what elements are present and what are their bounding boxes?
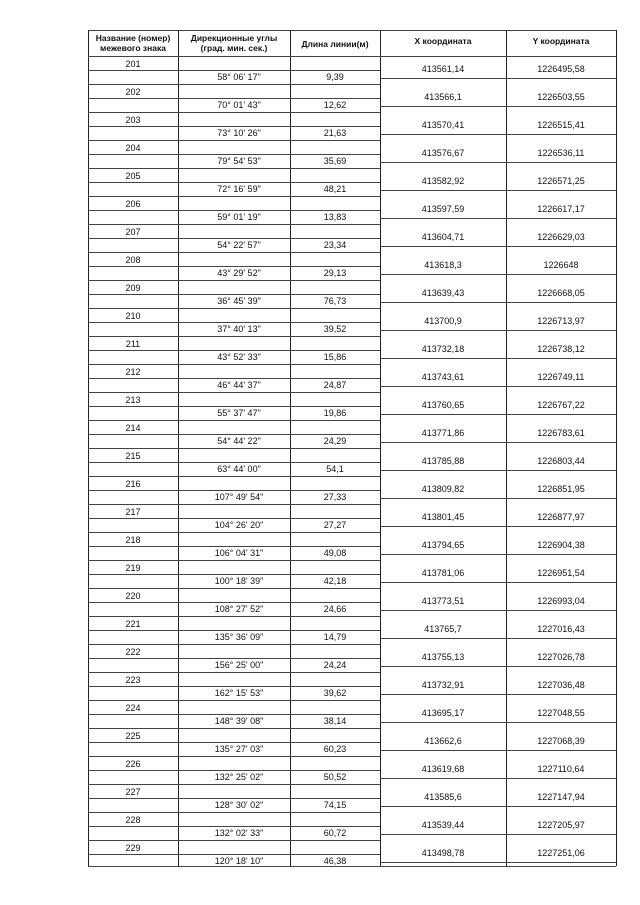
row-rule bbox=[380, 694, 616, 695]
row-rule bbox=[380, 246, 616, 247]
header-x: X координата bbox=[414, 36, 472, 46]
direction-angle: 106° 04' 31" bbox=[214, 548, 264, 558]
y-coordinate: 1227036,48 bbox=[537, 680, 585, 690]
x-coordinate: 413732,18 bbox=[421, 344, 465, 354]
row-rule bbox=[88, 532, 380, 533]
line-length: 60,72 bbox=[323, 828, 347, 838]
row-rule bbox=[88, 658, 380, 659]
row-rule bbox=[380, 78, 616, 79]
row-rule bbox=[380, 386, 616, 387]
point-name: 222 bbox=[125, 647, 141, 657]
point-name: 214 bbox=[125, 423, 141, 433]
line-length: 24,87 bbox=[323, 380, 347, 390]
row-rule bbox=[88, 644, 380, 645]
y-coordinate: 1226738,12 bbox=[537, 344, 585, 354]
line-length: 27,27 bbox=[323, 520, 347, 530]
line-length: 12,62 bbox=[323, 100, 347, 110]
row-rule bbox=[380, 218, 616, 219]
header-angle bbox=[178, 33, 290, 53]
x-coordinate: 413604,71 bbox=[421, 232, 465, 242]
line-length: 24,24 bbox=[323, 660, 347, 670]
line-length: 27,33 bbox=[323, 492, 347, 502]
point-name: 209 bbox=[125, 283, 141, 293]
direction-angle: 37° 40' 13" bbox=[217, 324, 261, 334]
row-rule bbox=[380, 414, 616, 415]
line-length: 48,21 bbox=[323, 184, 347, 194]
row-rule bbox=[88, 112, 380, 113]
row-rule bbox=[88, 140, 380, 141]
line-length: 24,66 bbox=[323, 604, 347, 614]
row-rule bbox=[88, 798, 380, 799]
direction-angle: 54° 44' 22" bbox=[217, 436, 261, 446]
x-coordinate: 413801,45 bbox=[421, 512, 465, 522]
direction-angle: 104° 26' 20" bbox=[214, 520, 264, 530]
y-coordinate: 1227251,06 bbox=[537, 848, 585, 858]
y-coordinate: 1227110,64 bbox=[537, 764, 585, 774]
point-name: 226 bbox=[125, 759, 141, 769]
column-rule bbox=[616, 30, 617, 866]
direction-angle: 46° 44' 37" bbox=[217, 380, 261, 390]
point-name: 207 bbox=[125, 227, 141, 237]
direction-angle: 132° 25' 02" bbox=[214, 772, 264, 782]
point-name: 227 bbox=[125, 787, 141, 797]
row-rule bbox=[88, 476, 380, 477]
line-length: 39,52 bbox=[323, 324, 347, 334]
row-rule bbox=[88, 840, 380, 841]
x-coordinate: 413576,67 bbox=[421, 148, 465, 158]
x-coordinate: 413618,3 bbox=[424, 260, 462, 270]
row-rule bbox=[88, 84, 380, 85]
row-rule bbox=[88, 588, 380, 589]
point-name: 201 bbox=[125, 59, 141, 69]
y-coordinate: 1226503,55 bbox=[537, 92, 585, 102]
row-rule bbox=[380, 302, 616, 303]
y-coordinate: 1226629,03 bbox=[537, 232, 585, 242]
direction-angle: 70° 01' 43" bbox=[217, 100, 261, 110]
y-coordinate: 1226783,61 bbox=[537, 428, 585, 438]
row-rule bbox=[380, 358, 616, 359]
direction-angle: 63° 44' 00" bbox=[217, 464, 261, 474]
x-coordinate: 413639,43 bbox=[421, 288, 465, 298]
row-rule bbox=[88, 350, 380, 351]
direction-angle: 43° 29' 52" bbox=[217, 268, 261, 278]
point-name: 218 bbox=[125, 535, 141, 545]
point-name: 206 bbox=[125, 199, 141, 209]
line-length: 29,13 bbox=[323, 268, 347, 278]
x-coordinate: 413765,7 bbox=[424, 624, 462, 634]
row-rule bbox=[380, 526, 616, 527]
row-rule bbox=[88, 728, 380, 729]
y-coordinate: 1227026,78 bbox=[537, 652, 585, 662]
row-rule bbox=[88, 672, 380, 673]
row-rule bbox=[380, 834, 616, 835]
y-coordinate: 1226904,38 bbox=[537, 540, 585, 550]
row-rule bbox=[88, 630, 380, 631]
row-rule bbox=[88, 364, 380, 365]
row-rule bbox=[88, 490, 380, 491]
y-coordinate: 1226617,17 bbox=[537, 204, 585, 214]
row-rule bbox=[88, 182, 380, 183]
point-name: 211 bbox=[125, 339, 141, 349]
row-rule bbox=[88, 700, 380, 701]
direction-angle: 128° 30' 02" bbox=[214, 800, 264, 810]
y-coordinate: 1226803,44 bbox=[537, 456, 585, 466]
row-rule bbox=[88, 224, 380, 225]
row-rule bbox=[88, 812, 380, 813]
point-name: 225 bbox=[125, 731, 141, 741]
x-coordinate: 413700,9 bbox=[424, 316, 462, 326]
row-rule bbox=[88, 322, 380, 323]
row-rule bbox=[88, 770, 380, 771]
row-rule bbox=[88, 462, 380, 463]
point-name: 208 bbox=[125, 255, 141, 265]
line-length: 76,73 bbox=[323, 296, 347, 306]
row-rule bbox=[380, 666, 616, 667]
row-rule bbox=[88, 504, 380, 505]
line-length: 14,79 bbox=[323, 632, 347, 642]
row-rule bbox=[380, 722, 616, 723]
line-length: 23,34 bbox=[323, 240, 347, 250]
y-coordinate: 1226648 bbox=[543, 260, 579, 270]
row-rule bbox=[88, 238, 380, 239]
row-rule bbox=[380, 498, 616, 499]
point-name: 217 bbox=[125, 507, 141, 517]
y-coordinate: 1227016,43 bbox=[537, 624, 585, 634]
y-coordinate: 1226767,22 bbox=[537, 400, 585, 410]
header-name-line1: Название (номер) bbox=[95, 33, 171, 43]
point-name: 221 bbox=[125, 619, 141, 629]
point-name: 228 bbox=[125, 815, 141, 825]
y-coordinate: 1227147,94 bbox=[537, 792, 585, 802]
header-angle-line1: Дирекционные углы bbox=[190, 33, 278, 43]
line-length: 21,63 bbox=[323, 128, 347, 138]
row-rule bbox=[88, 336, 380, 337]
header-bottom-rule bbox=[88, 56, 616, 57]
direction-angle: 36° 45' 39" bbox=[217, 296, 261, 306]
row-rule bbox=[88, 616, 380, 617]
row-rule bbox=[88, 294, 380, 295]
x-coordinate: 413732,91 bbox=[421, 680, 465, 690]
row-rule bbox=[380, 330, 616, 331]
point-name: 216 bbox=[125, 479, 141, 489]
x-coordinate: 413743,61 bbox=[421, 372, 465, 382]
x-coordinate: 413597,59 bbox=[421, 204, 465, 214]
row-rule bbox=[88, 210, 380, 211]
direction-angle: 55° 37' 47" bbox=[217, 408, 261, 418]
line-length: 24,29 bbox=[323, 436, 347, 446]
point-name: 205 bbox=[125, 171, 141, 181]
row-rule bbox=[88, 126, 380, 127]
y-coordinate: 1226713,97 bbox=[537, 316, 585, 326]
point-name: 202 bbox=[125, 87, 141, 97]
point-name: 203 bbox=[125, 115, 141, 125]
row-rule bbox=[88, 70, 380, 71]
row-rule bbox=[88, 392, 380, 393]
y-coordinate: 1227068,39 bbox=[537, 736, 585, 746]
direction-angle: 156° 25' 00" bbox=[214, 660, 264, 670]
row-rule bbox=[88, 686, 380, 687]
y-coordinate: 1226951,54 bbox=[537, 568, 585, 578]
point-name: 215 bbox=[125, 451, 141, 461]
line-length: 46,38 bbox=[323, 856, 347, 866]
row-rule bbox=[380, 750, 616, 751]
row-rule bbox=[380, 470, 616, 471]
line-length: 60,23 bbox=[323, 744, 347, 754]
row-rule bbox=[88, 826, 380, 827]
line-length: 38,14 bbox=[323, 716, 347, 726]
line-length: 50,52 bbox=[323, 772, 347, 782]
direction-angle: 132° 02' 33" bbox=[214, 828, 264, 838]
table-top-rule bbox=[88, 30, 616, 31]
x-coordinate: 413582,92 bbox=[421, 176, 465, 186]
x-coordinate: 413785,88 bbox=[421, 456, 465, 466]
line-length: 54,1 bbox=[326, 464, 344, 474]
y-coordinate: 1226536,11 bbox=[537, 148, 585, 158]
row-rule bbox=[380, 134, 616, 135]
row-rule bbox=[88, 574, 380, 575]
direction-angle: 59° 01' 19" bbox=[217, 212, 261, 222]
point-name: 220 bbox=[125, 591, 141, 601]
row-rule bbox=[88, 854, 380, 855]
direction-angle: 162° 15' 53" bbox=[214, 688, 264, 698]
direction-angle: 79° 54' 53" bbox=[217, 156, 261, 166]
header-angle-line2: (град. мин. сек.) bbox=[200, 43, 268, 53]
y-coordinate: 1226749,11 bbox=[537, 372, 585, 382]
row-rule bbox=[88, 742, 380, 743]
direction-angle: 135° 27' 03" bbox=[214, 744, 264, 754]
row-rule bbox=[380, 582, 616, 583]
x-coordinate: 413760,65 bbox=[421, 400, 465, 410]
row-rule bbox=[88, 196, 380, 197]
line-length: 74,15 bbox=[323, 800, 347, 810]
y-coordinate: 1226993,04 bbox=[537, 596, 585, 606]
row-rule bbox=[88, 154, 380, 155]
header-y: Y координата bbox=[532, 36, 590, 46]
point-name: 229 bbox=[125, 843, 141, 853]
x-coordinate: 413781,06 bbox=[421, 568, 465, 578]
direction-angle: 54° 22' 57" bbox=[217, 240, 261, 250]
row-rule bbox=[88, 420, 380, 421]
header-name-line2: межевого знака bbox=[100, 43, 166, 53]
direction-angle: 107° 49' 54" bbox=[214, 492, 264, 502]
row-rule bbox=[88, 378, 380, 379]
point-name: 213 bbox=[125, 395, 141, 405]
direction-angle: 120° 18' 10" bbox=[214, 856, 264, 866]
row-rule bbox=[380, 274, 616, 275]
y-coordinate: 1226571,25 bbox=[537, 176, 585, 186]
y-coordinate: 1227048,55 bbox=[537, 708, 585, 718]
row-rule bbox=[88, 280, 380, 281]
x-coordinate: 413809,82 bbox=[421, 484, 465, 494]
row-rule bbox=[88, 602, 380, 603]
row-rule bbox=[380, 106, 616, 107]
x-coordinate: 413498,78 bbox=[421, 848, 465, 858]
row-rule bbox=[88, 252, 380, 253]
row-rule bbox=[88, 756, 380, 757]
row-rule bbox=[88, 266, 380, 267]
point-name: 219 bbox=[125, 563, 141, 573]
x-coordinate: 413566,1 bbox=[424, 92, 462, 102]
row-rule bbox=[380, 610, 616, 611]
x-coordinate: 413695,17 bbox=[421, 708, 465, 718]
row-rule bbox=[88, 98, 380, 99]
x-coordinate: 413570,41 bbox=[421, 120, 465, 130]
y-coordinate: 1227205,97 bbox=[537, 820, 585, 830]
header-name bbox=[88, 33, 178, 53]
point-name: 210 bbox=[125, 311, 141, 321]
row-rule bbox=[88, 784, 380, 785]
row-rule bbox=[380, 190, 616, 191]
row-rule bbox=[380, 162, 616, 163]
x-coordinate: 413662,6 bbox=[424, 736, 462, 746]
row-rule bbox=[88, 448, 380, 449]
y-coordinate: 1226877,97 bbox=[537, 512, 585, 522]
row-rule bbox=[88, 714, 380, 715]
y-coordinate: 1226495,58 bbox=[537, 64, 585, 74]
direction-angle: 72° 16' 59" bbox=[217, 184, 261, 194]
line-length: 42,18 bbox=[323, 576, 347, 586]
row-rule bbox=[380, 862, 616, 863]
x-coordinate: 413755,13 bbox=[421, 652, 465, 662]
row-rule bbox=[380, 638, 616, 639]
row-rule bbox=[88, 434, 380, 435]
direction-angle: 58° 06' 17" bbox=[217, 72, 261, 82]
x-coordinate: 413619,68 bbox=[421, 764, 465, 774]
row-rule bbox=[88, 560, 380, 561]
direction-angle: 135° 36' 09" bbox=[214, 632, 264, 642]
x-coordinate: 413539,44 bbox=[421, 820, 465, 830]
line-length: 9,39 bbox=[326, 72, 344, 82]
x-coordinate: 413773,51 bbox=[421, 596, 465, 606]
line-length: 15,86 bbox=[323, 352, 347, 362]
row-rule bbox=[88, 406, 380, 407]
line-length: 35,69 bbox=[323, 156, 347, 166]
y-coordinate: 1226668,05 bbox=[537, 288, 585, 298]
x-coordinate: 413561,14 bbox=[421, 64, 465, 74]
row-rule bbox=[88, 308, 380, 309]
row-rule bbox=[380, 554, 616, 555]
x-coordinate: 413585,6 bbox=[424, 792, 462, 802]
point-name: 204 bbox=[125, 143, 141, 153]
point-name: 224 bbox=[125, 703, 141, 713]
direction-angle: 73° 10' 26" bbox=[217, 128, 261, 138]
line-length: 19,86 bbox=[323, 408, 347, 418]
row-rule bbox=[380, 806, 616, 807]
point-name: 223 bbox=[125, 675, 141, 685]
x-coordinate: 413794,65 bbox=[421, 540, 465, 550]
direction-angle: 43° 52' 33" bbox=[217, 352, 261, 362]
row-rule bbox=[380, 778, 616, 779]
row-rule bbox=[380, 442, 616, 443]
row-rule bbox=[88, 518, 380, 519]
line-length: 49,08 bbox=[323, 548, 347, 558]
row-rule bbox=[88, 168, 380, 169]
y-coordinate: 1226515,41 bbox=[537, 120, 585, 130]
x-coordinate: 413771,86 bbox=[421, 428, 465, 438]
point-name: 212 bbox=[125, 367, 141, 377]
header-length: Длина линии(м) bbox=[301, 39, 369, 49]
row-rule bbox=[88, 546, 380, 547]
y-coordinate: 1226851,95 bbox=[537, 484, 585, 494]
direction-angle: 148° 39' 08" bbox=[214, 716, 264, 726]
direction-angle: 100° 18' 39" bbox=[214, 576, 264, 586]
line-length: 13,83 bbox=[323, 212, 347, 222]
line-length: 39,62 bbox=[323, 688, 347, 698]
direction-angle: 108° 27' 52" bbox=[214, 604, 264, 614]
